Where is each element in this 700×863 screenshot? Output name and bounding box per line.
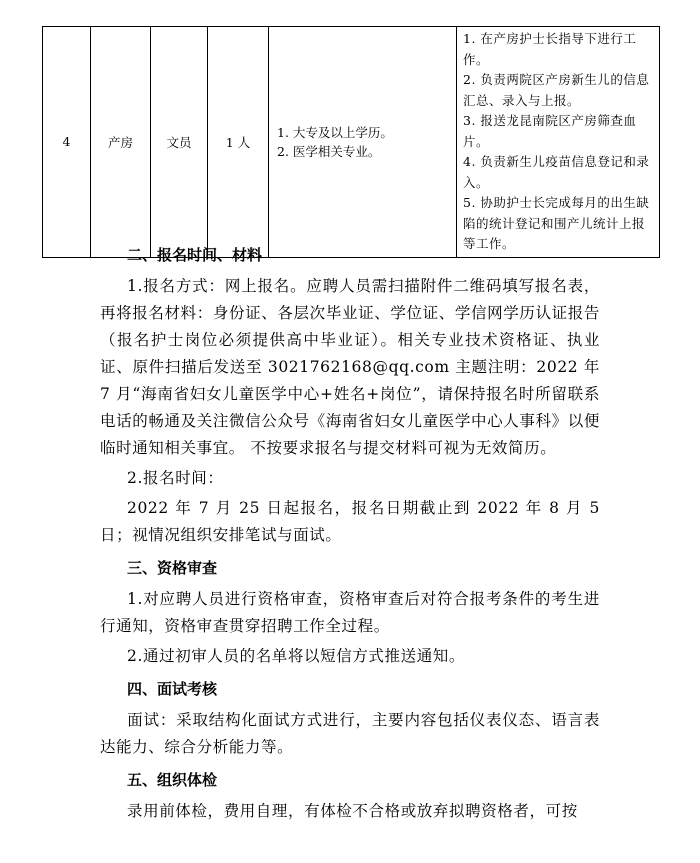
document-body	[100, 239, 600, 828]
duty-line: 2. 负责两院区产房新生儿的信息	[463, 72, 650, 87]
paragraph: 1.报名方式：网上报名。应聘人员需扫描附件二维码填写报名表，再将报名材料：身份证、各层次毕业证、学位证、学信网学历认证报告（报名护士岗位必须提供高中毕业证）。相关专业技术资格证、执业证、原件扫描后发送至 3021762168@qq.com 主题注明：2022 年 7 月“海南省妇女儿童医学中心+姓名+岗位”，请保持报名时所留联系电话的畅通及关注微信公众号《海南省妇女儿童医学中心人事科》以便临时通知相关事宜。 不按要求报名与提交材料可视为无效简历。	[100, 277, 600, 457]
row-department: 产房	[91, 27, 151, 258]
duty-line: 作。	[463, 51, 490, 67]
paragraph: 1.对应聘人员进行资格审查，资格审查后对符合报考条件的考生进行通知，资格审查贯穿招聘工作全过程。	[100, 590, 600, 635]
paragraph: 2.报名时间：	[127, 469, 224, 487]
duty-line: 4. 负责新生儿疫苗信息登记和录	[463, 154, 650, 169]
requirement-line: 1. 大专及以上学历。	[277, 124, 393, 140]
table-row	[43, 27, 660, 258]
paragraph: 2.通过初审人员的名单将以短信方式推送通知。	[127, 647, 465, 665]
duty-line: 汇总、录入与上报。	[463, 92, 581, 108]
duty-line: 陷的统计登记和围产儿统计上报	[463, 215, 646, 231]
section-heading-physical-exam: 五、组织体检	[127, 771, 218, 789]
job-table	[42, 26, 660, 258]
paragraph: 录用前体检，费用自理，有体检不合格或放弃拟聘资格者，可按	[127, 802, 578, 820]
paragraph: 面试：采取结构化面试方式进行，主要内容包括仪表仪态、语言表达能力、综合分析能力等。	[100, 711, 600, 756]
row-headcount: 1 人	[208, 27, 269, 258]
row-duties	[457, 27, 660, 258]
duty-line: 1. 在产房护士长指导下进行工	[463, 31, 637, 46]
requirement-line: 2. 医学相关专业。	[277, 143, 381, 159]
section-heading-registration: 二、报名时间、材料	[127, 246, 263, 264]
duty-line: 入。	[463, 174, 490, 190]
duty-line: 5. 协助护士长完成每月的出生缺	[463, 195, 650, 210]
section-heading-qualification: 三、资格审查	[127, 559, 218, 577]
section-heading-interview: 四、面试考核	[127, 680, 218, 698]
paragraph: 2022 年 7 月 25 日起报名，报名日期截止到 2022 年 8 月 5 日；视情况组织安排笔试与面试。	[100, 499, 600, 544]
duty-line: 3. 报送龙昆南院区产房筛查血	[463, 113, 637, 128]
row-number: 4	[43, 27, 91, 258]
duty-line: 片。	[463, 133, 490, 149]
duty-line: 等工作。	[463, 236, 516, 251]
row-position: 文员	[151, 27, 208, 258]
row-requirements	[269, 27, 457, 258]
